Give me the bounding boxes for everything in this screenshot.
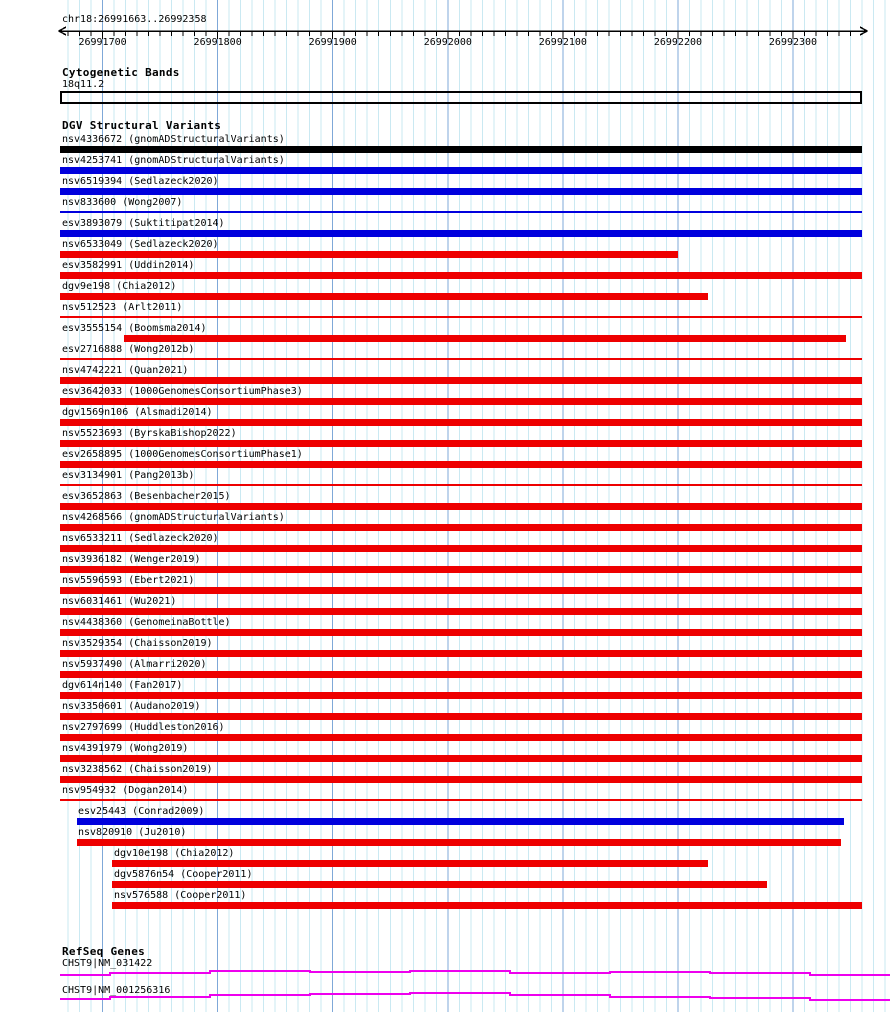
- variant-bar[interactable]: [60, 692, 862, 699]
- variant-label[interactable]: nsv833600 (Wong2007): [62, 197, 183, 208]
- variant-bar[interactable]: [60, 251, 678, 258]
- variant-label[interactable]: nsv6533211 (Sedlazeck2020): [62, 533, 219, 544]
- variant-label[interactable]: nsv3350601 (Audano2019): [62, 701, 201, 712]
- ruler-tick-label: 26992200: [653, 37, 703, 48]
- variant-label[interactable]: esv2716888 (Wong2012b): [62, 344, 195, 355]
- variant-label[interactable]: nsv820910 (Ju2010): [78, 827, 187, 838]
- gene-label[interactable]: CHST9|NM_001256316: [62, 985, 171, 996]
- variant-bar[interactable]: [60, 650, 862, 657]
- variant-label[interactable]: esv25443 (Conrad2009): [78, 806, 205, 817]
- region-title: chr18:26991663..26992358: [62, 14, 207, 25]
- variant-label[interactable]: esv3134901 (Pang2013b): [62, 470, 195, 481]
- variant-label[interactable]: esv3555154 (Boomsma2014): [62, 323, 207, 334]
- cytoband-label: 18q11.2: [62, 79, 105, 90]
- ruler-tick-label: 26991700: [78, 37, 127, 48]
- variant-bar[interactable]: [60, 524, 862, 531]
- ruler-tick-label: 26992300: [768, 37, 818, 48]
- variant-label[interactable]: nsv6533049 (Sedlazeck2020): [62, 239, 219, 250]
- variant-bar[interactable]: [77, 818, 844, 825]
- variant-bar[interactable]: [60, 566, 862, 573]
- variant-bar[interactable]: [60, 484, 862, 486]
- variant-bar[interactable]: [60, 461, 862, 468]
- variant-label[interactable]: esv2658895 (1000GenomesConsortiumPhase1): [62, 449, 303, 460]
- variant-bar[interactable]: [112, 902, 862, 909]
- ruler-left-arrow-icon: [59, 27, 66, 35]
- variant-label[interactable]: dgv9e198 (Chia2012): [62, 281, 177, 292]
- variant-bar[interactable]: [60, 211, 862, 213]
- variant-label[interactable]: esv3642033 (1000GenomesConsortiumPhase3): [62, 386, 303, 397]
- variant-label[interactable]: nsv5596593 (Ebert2021): [62, 575, 195, 586]
- ruler-tick-label: 26992000: [423, 37, 472, 48]
- variant-bar[interactable]: [60, 799, 862, 801]
- variant-bar[interactable]: [60, 671, 862, 678]
- ruler-tick-label: 26991800: [193, 37, 242, 48]
- variant-label[interactable]: dgv614n140 (Fan2017): [62, 680, 183, 691]
- variant-bar[interactable]: [60, 608, 862, 615]
- variant-bar[interactable]: [60, 629, 862, 636]
- variant-label[interactable]: esv3893079 (Suktitipat2014): [62, 218, 225, 229]
- variant-bar[interactable]: [60, 272, 862, 279]
- variant-bar[interactable]: [112, 881, 767, 888]
- variant-bar[interactable]: [60, 713, 862, 720]
- section-title-cytogenetic-bands: Cytogenetic Bands: [62, 66, 180, 79]
- variant-bar[interactable]: [60, 230, 862, 237]
- variant-bar[interactable]: [60, 377, 862, 384]
- variant-bar[interactable]: [60, 167, 862, 174]
- variant-label[interactable]: nsv6031461 (Wu2021): [62, 596, 177, 607]
- gene-label[interactable]: CHST9|NM_031422: [62, 958, 153, 969]
- variant-label[interactable]: nsv4742221 (Quan2021): [62, 365, 189, 376]
- ruler: [0, 0, 890, 60]
- variant-label[interactable]: nsv576588 (Cooper2011): [114, 890, 247, 901]
- variant-bar[interactable]: [60, 587, 862, 594]
- variant-bar[interactable]: [60, 358, 862, 360]
- ruler-tick-label: 26991900: [308, 37, 357, 48]
- variant-label[interactable]: nsv3936182 (Wenger2019): [62, 554, 201, 565]
- variant-bar[interactable]: [60, 316, 862, 318]
- variant-label[interactable]: nsv5523693 (ByrskaBishop2022): [62, 428, 237, 439]
- variant-label[interactable]: esv3582991 (Uddin2014): [62, 260, 195, 271]
- variant-bar[interactable]: [60, 755, 862, 762]
- variant-label[interactable]: esv3652863 (Besenbacher2015): [62, 491, 231, 502]
- variant-bar[interactable]: [77, 839, 841, 846]
- variant-label[interactable]: dgv1569n106 (Alsmadi2014): [62, 407, 213, 418]
- variant-label[interactable]: nsv4253741 (gnomADStructuralVariants): [62, 155, 285, 166]
- variant-label[interactable]: nsv4268566 (gnomADStructuralVariants): [62, 512, 285, 523]
- section-title-refseq-genes: RefSeq Genes: [62, 945, 146, 958]
- variant-bar[interactable]: [60, 398, 862, 405]
- variant-bar[interactable]: [60, 188, 862, 195]
- variant-bar[interactable]: [60, 293, 708, 300]
- variant-bar[interactable]: [124, 335, 846, 342]
- variant-bar[interactable]: [60, 419, 862, 426]
- variant-bar[interactable]: [112, 860, 708, 867]
- ruler-right-arrow-icon: [860, 27, 867, 35]
- variant-bar[interactable]: [60, 776, 862, 783]
- section-title-dgv-structural-variants: DGV Structural Variants: [62, 119, 222, 132]
- variant-bar[interactable]: [60, 440, 862, 447]
- gene-model-line[interactable]: [60, 971, 890, 975]
- variant-label[interactable]: dgv10e198 (Chia2012): [114, 848, 235, 859]
- variant-bar[interactable]: [60, 146, 862, 153]
- variant-label[interactable]: nsv954932 (Dogan2014): [62, 785, 189, 796]
- variant-bar[interactable]: [60, 503, 862, 510]
- cytoband-box: [60, 91, 862, 104]
- variant-label[interactable]: nsv3529354 (Chaisson2019): [62, 638, 213, 649]
- variant-label[interactable]: dgv5876n54 (Cooper2011): [114, 869, 253, 880]
- variant-label[interactable]: nsv6519394 (Sedlazeck2020): [62, 176, 219, 187]
- variant-label[interactable]: nsv5937490 (Almarri2020): [62, 659, 207, 670]
- variant-label[interactable]: nsv4336672 (gnomADStructuralVariants): [62, 134, 285, 145]
- gene-model-line[interactable]: [60, 993, 890, 1000]
- ruler-tick-label: 26992100: [538, 37, 587, 48]
- variant-label[interactable]: nsv4438360 (GenomeinaBottle): [62, 617, 231, 628]
- variant-label[interactable]: nsv3238562 (Chaisson2019): [62, 764, 213, 775]
- variant-label[interactable]: nsv512523 (Arlt2011): [62, 302, 183, 313]
- variant-bar[interactable]: [60, 545, 862, 552]
- variant-label[interactable]: nsv2797699 (Huddleston2016): [62, 722, 225, 733]
- variant-bar[interactable]: [60, 734, 862, 741]
- variant-label[interactable]: nsv4391979 (Wong2019): [62, 743, 189, 754]
